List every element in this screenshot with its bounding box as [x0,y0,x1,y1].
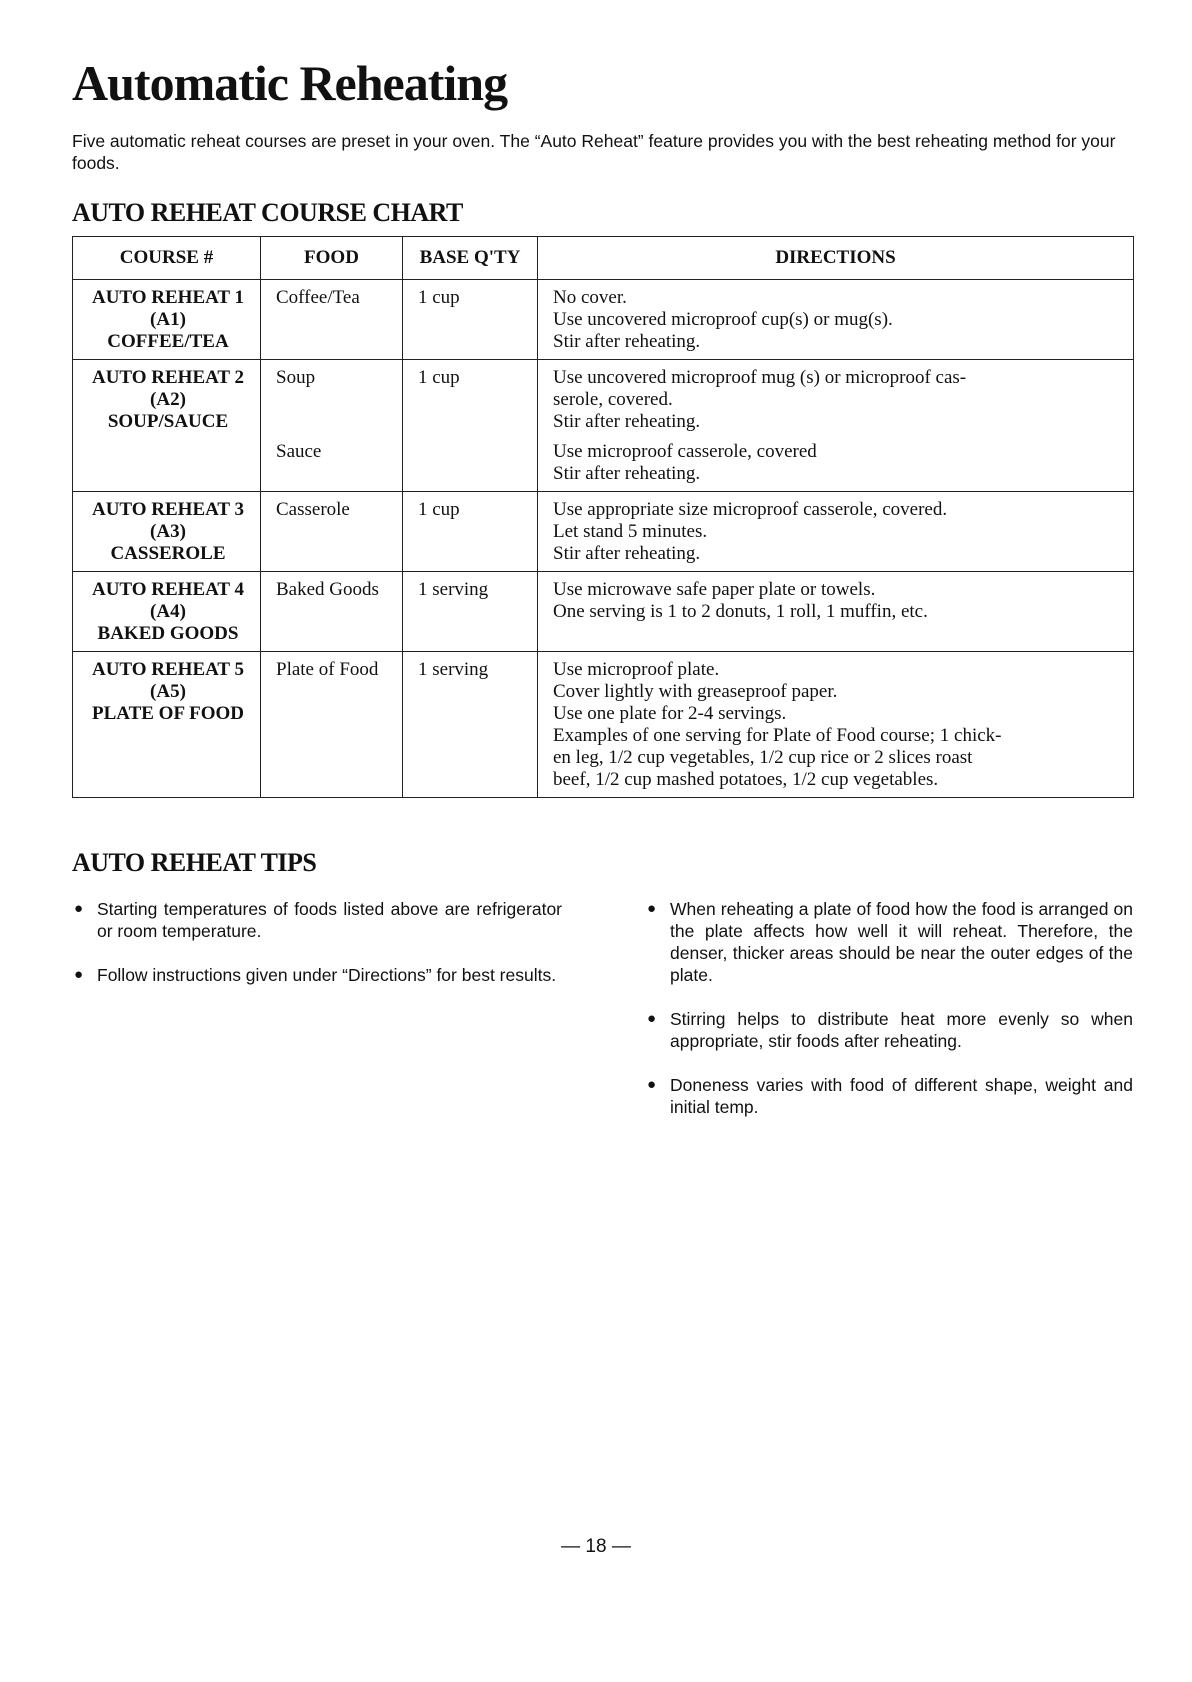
qty-cell: 1 cup [403,360,538,492]
course-code: (A3) [150,521,186,542]
qty-cell: 1 serving [403,572,538,652]
course-category: PLATE OF FOOD [92,703,244,724]
course-cell [73,492,261,572]
list-item [645,1008,1133,1052]
direction-line: Stir after reheating. [553,543,701,564]
direction-line: Stir after reheating. [553,411,701,432]
bullet-icon: ● [647,900,657,917]
direction-line: No cover. [553,287,627,308]
food-name: Casserole [276,499,350,520]
direction-line: Use microwave safe paper plate or towels. [553,579,876,600]
food-name: Coffee/Tea [276,287,360,308]
table-row [73,652,1134,798]
direction-line: Use one plate for 2-4 servings. [553,703,787,724]
course-name: AUTO REHEAT 4 [91,579,245,600]
direction-line: Cover lightly with greaseproof paper. [553,681,838,702]
course-cell [73,280,261,360]
course-cell [73,572,261,652]
list-item [72,964,562,986]
direction-line: beef, 1/2 cup mashed potatoes, 1/2 cup vegetables. [553,769,939,790]
food-name: Baked Goods [276,579,379,600]
tip-text: When reheating a plate of food how the food is arranged on the plate affects how well it will reheat. Therefore, the denser, thicker areas should be near the outer edges of the plate. [670,899,1133,985]
directions-cell [538,492,1134,572]
direction-line: Let stand 5 minutes. [553,521,708,542]
direction-line: Examples of one serving for Plate of Food course; 1 chick- [553,725,1002,746]
bullet-icon: ● [647,1010,657,1027]
qty-cell: 1 cup [403,280,538,360]
direction-line: Use microproof casserole, covered [553,441,817,462]
bullet-icon: ● [74,966,84,983]
course-code: (A5) [150,681,186,702]
food-name: Sauce [276,441,322,462]
directions-cell [538,652,1134,798]
spacer [553,433,1121,441]
intro-paragraph: Five automatic reheat courses are preset in your oven. The “Auto Reheat” feature provides you with the best reheating method for your foods. [72,131,1116,173]
tip-text: Starting temperatures of foods listed above are refrigerator or room temperature. [97,899,562,941]
tip-text: Stirring helps to distribute heat more evenly so when appropriate, stir foods after reheating. [670,1009,1133,1051]
direction-line: en leg, 1/2 cup vegetables, 1/2 cup rice or 2 slices roast [553,747,973,768]
column-header-course: COURSE # [73,237,261,280]
bullet-icon: ● [647,1076,657,1093]
direction-line: Use microproof plate. [553,659,720,680]
list-item [72,898,562,942]
page-title: Automatic Reheating [72,55,508,111]
direction-line: Use uncovered microproof mug (s) or microproof cas- [553,367,967,388]
direction-line: One serving is 1 to 2 donuts, 1 roll, 1 muffin, etc. [553,601,928,622]
bullet-icon: ● [74,900,84,917]
spacer [276,433,390,441]
course-category: CASSEROLE [110,543,226,564]
direction-line: Use uncovered microproof cup(s) or mug(s). [553,309,893,330]
directions-cell [538,360,1134,492]
tips-heading: AUTO REHEAT TIPS [72,848,317,877]
spacer [276,411,390,433]
course-name: AUTO REHEAT 1 [91,287,245,308]
course-code: (A2) [150,389,186,410]
table-row [73,360,1134,492]
course-cell [73,360,261,492]
food-cell [261,652,403,798]
list-item [645,1074,1133,1118]
direction-line: serole, covered. [553,389,673,410]
food-cell [261,572,403,652]
course-category: SOUP/SAUCE [107,411,229,432]
direction-line: Stir after reheating. [553,463,701,484]
table-row [73,572,1134,652]
tips-list-left [72,898,562,1008]
course-chart-table [72,236,1134,798]
course-category: BAKED GOODS [97,623,239,644]
food-cell [261,492,403,572]
food-cell [261,280,403,360]
course-category: COFFEE/TEA [107,331,229,352]
table-row [73,492,1134,572]
course-name: AUTO REHEAT 3 [91,499,245,520]
food-name: Plate of Food [276,659,379,680]
course-code: (A4) [150,601,186,622]
course-name: AUTO REHEAT 2 [91,367,245,388]
tips-list-right [645,898,1133,1140]
qty-cell: 1 serving [403,652,538,798]
directions-cell [538,280,1134,360]
food-name: Soup [276,367,316,388]
direction-line: Stir after reheating. [553,331,701,352]
tip-text: Doneness varies with food of different shape, weight and initial temp. [670,1075,1133,1117]
direction-line: Use appropriate size microproof casserole, covered. [553,499,948,520]
chart-heading: AUTO REHEAT COURSE CHART [72,198,463,227]
column-header-directions: DIRECTIONS [538,237,1134,280]
table-header-row [73,237,1134,280]
qty-cell: 1 cup [403,492,538,572]
page-number: — 18 — [561,1536,631,1557]
course-code: (A1) [150,309,186,330]
tip-text: Follow instructions given under “Directions” for best results. [97,965,557,985]
column-header-base-qty: BASE Q'TY [403,237,538,280]
directions-cell [538,572,1134,652]
column-header-food: FOOD [261,237,403,280]
table-row [73,280,1134,360]
list-item [645,898,1133,986]
spacer [276,389,390,411]
course-name: AUTO REHEAT 5 [91,659,245,680]
course-cell [73,652,261,798]
food-cell [261,360,403,492]
